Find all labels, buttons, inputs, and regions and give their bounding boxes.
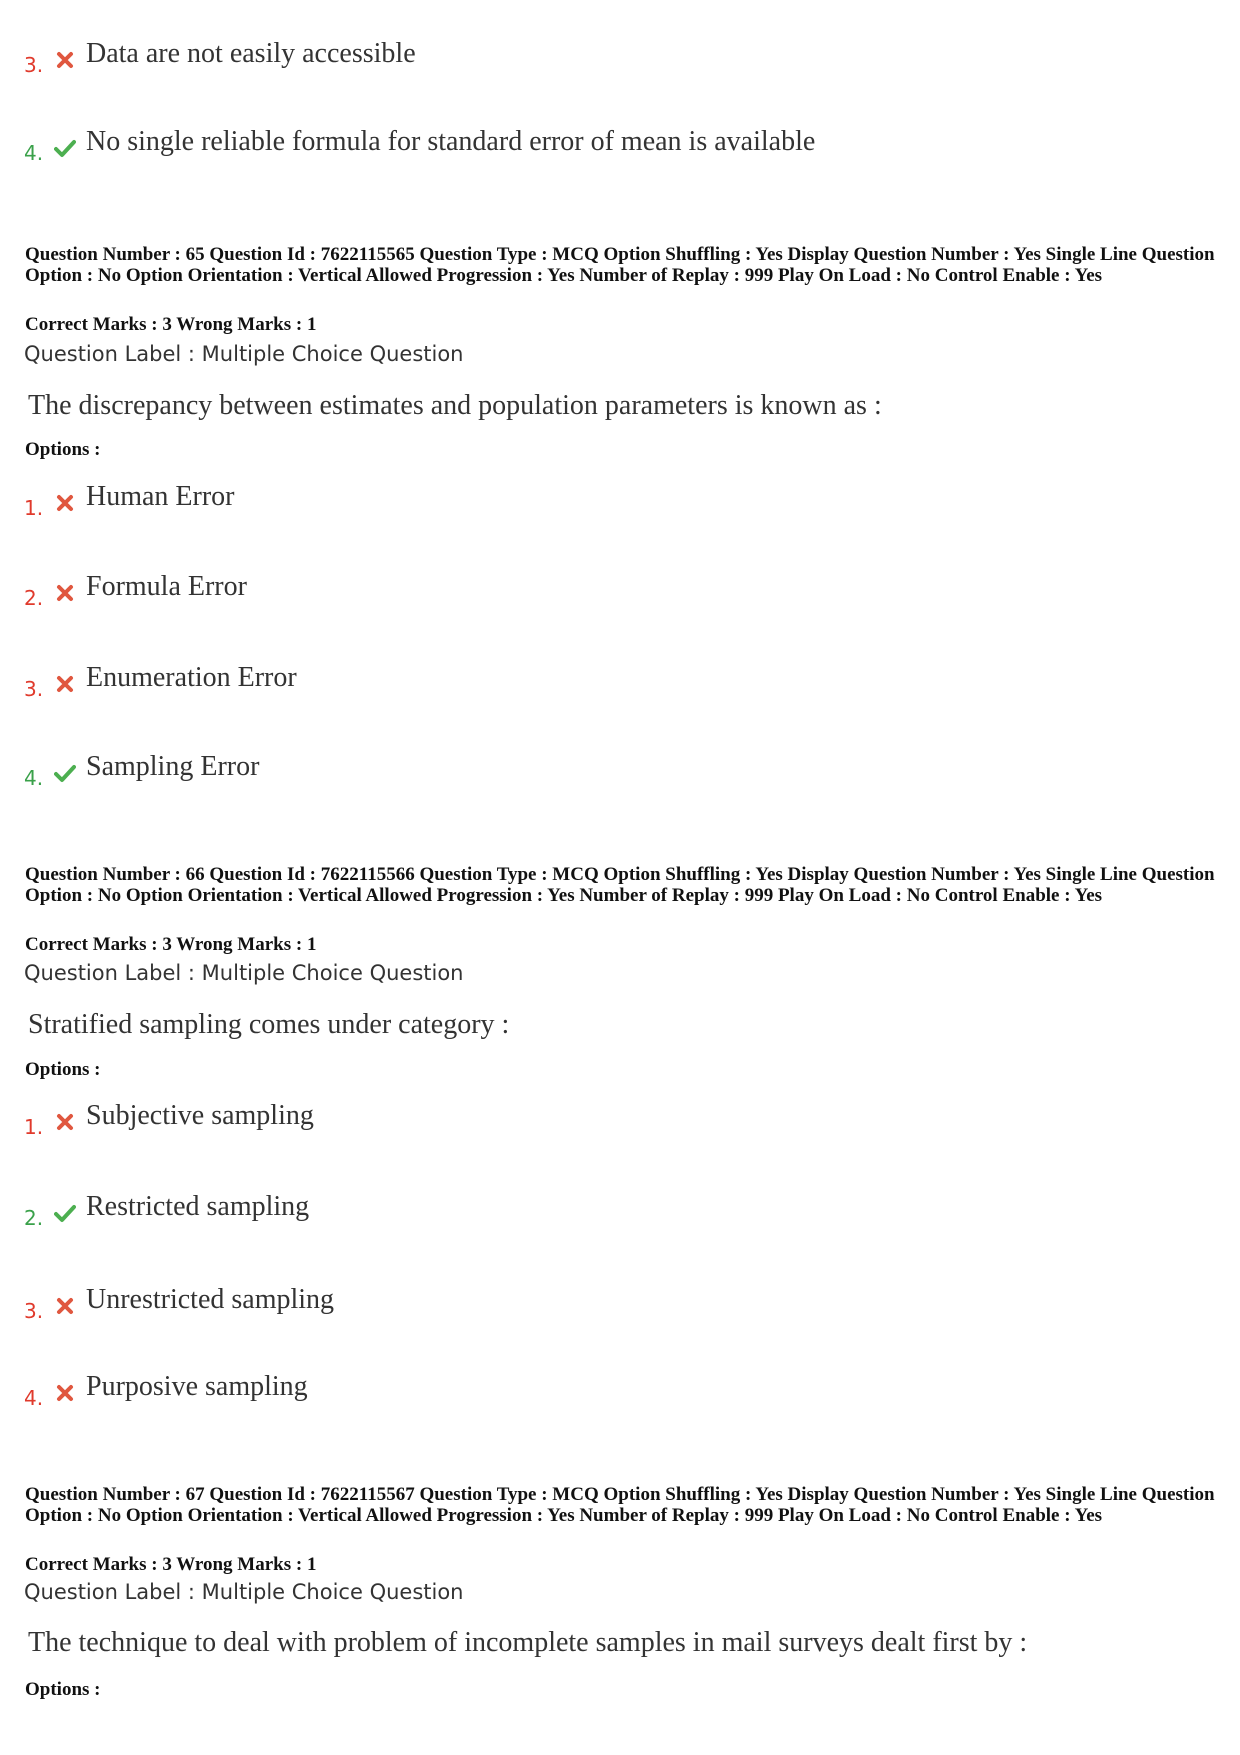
cross-icon: [54, 673, 76, 695]
question-text: The technique to deal with problem of incomplete samples in mail surveys dealt first by :: [28, 1627, 1028, 1658]
check-icon: [54, 1202, 76, 1224]
question-label: Question Label : Multiple Choice Question: [24, 961, 464, 985]
cross-icon: [54, 1111, 76, 1133]
option-text: Formula Error: [86, 571, 247, 602]
options-label: Options :: [25, 439, 101, 460]
option-number: 2.: [24, 1206, 44, 1230]
option-text: Unrestricted sampling: [86, 1284, 335, 1315]
question-meta: Question Number : 65 Question Id : 7622115565 Question Type : MCQ Option Shuffling : Yes Display Question Number : Yes Single Line Question Option : No Option Orientation : Vertical Allowed Progression : Yes Number of Replay : 999 Play On Load : No Control Enable : Yes: [25, 244, 1215, 286]
option-number: 3.: [24, 1299, 44, 1323]
option-text: Enumeration Error: [86, 662, 297, 693]
option-text: Sampling Error: [86, 751, 260, 782]
cross-icon: [54, 49, 76, 71]
option-number: 2.: [24, 586, 44, 610]
option-text: Human Error: [86, 481, 235, 512]
question-text: The discrepancy between estimates and population parameters is known as :: [28, 390, 882, 421]
options-label: Options :: [25, 1059, 101, 1080]
cross-icon: [54, 1382, 76, 1404]
question-label: Question Label : Multiple Choice Question: [24, 1580, 464, 1604]
check-icon: [54, 137, 76, 159]
option-number: 4.: [24, 141, 44, 165]
option-number: 1.: [24, 496, 44, 520]
cross-icon: [54, 492, 76, 514]
option-text: Data are not easily accessible: [86, 38, 416, 69]
question-marks: Correct Marks : 3 Wrong Marks : 1: [25, 934, 317, 955]
cross-icon: [54, 582, 76, 604]
option-text: Purposive sampling: [86, 1371, 308, 1402]
option-number: 1.: [24, 1115, 44, 1139]
option-number: 3.: [24, 53, 44, 77]
question-label: Question Label : Multiple Choice Question: [24, 342, 464, 366]
question-text: Stratified sampling comes under category :: [28, 1009, 510, 1040]
option-text: Subjective sampling: [86, 1100, 314, 1131]
question-meta: Question Number : 67 Question Id : 7622115567 Question Type : MCQ Option Shuffling : Yes Display Question Number : Yes Single Line Question Option : No Option Orientation : Vertical Allowed Progression : Yes Number of Replay : 999 Play On Load : No Control Enable : Yes: [25, 1484, 1215, 1526]
option-number: 4.: [24, 1386, 44, 1410]
options-label: Options :: [25, 1679, 101, 1700]
check-icon: [54, 762, 76, 784]
question-marks: Correct Marks : 3 Wrong Marks : 1: [25, 314, 317, 335]
option-number: 4.: [24, 766, 44, 790]
option-number: 3.: [24, 677, 44, 701]
question-marks: Correct Marks : 3 Wrong Marks : 1: [25, 1554, 317, 1575]
cross-icon: [54, 1295, 76, 1317]
option-text: No single reliable formula for standard error of mean is available: [86, 126, 816, 157]
option-text: Restricted sampling: [86, 1191, 310, 1222]
question-meta: Question Number : 66 Question Id : 7622115566 Question Type : MCQ Option Shuffling : Yes Display Question Number : Yes Single Line Question Option : No Option Orientation : Vertical Allowed Progression : Yes Number of Replay : 999 Play On Load : No Control Enable : Yes: [25, 864, 1215, 906]
